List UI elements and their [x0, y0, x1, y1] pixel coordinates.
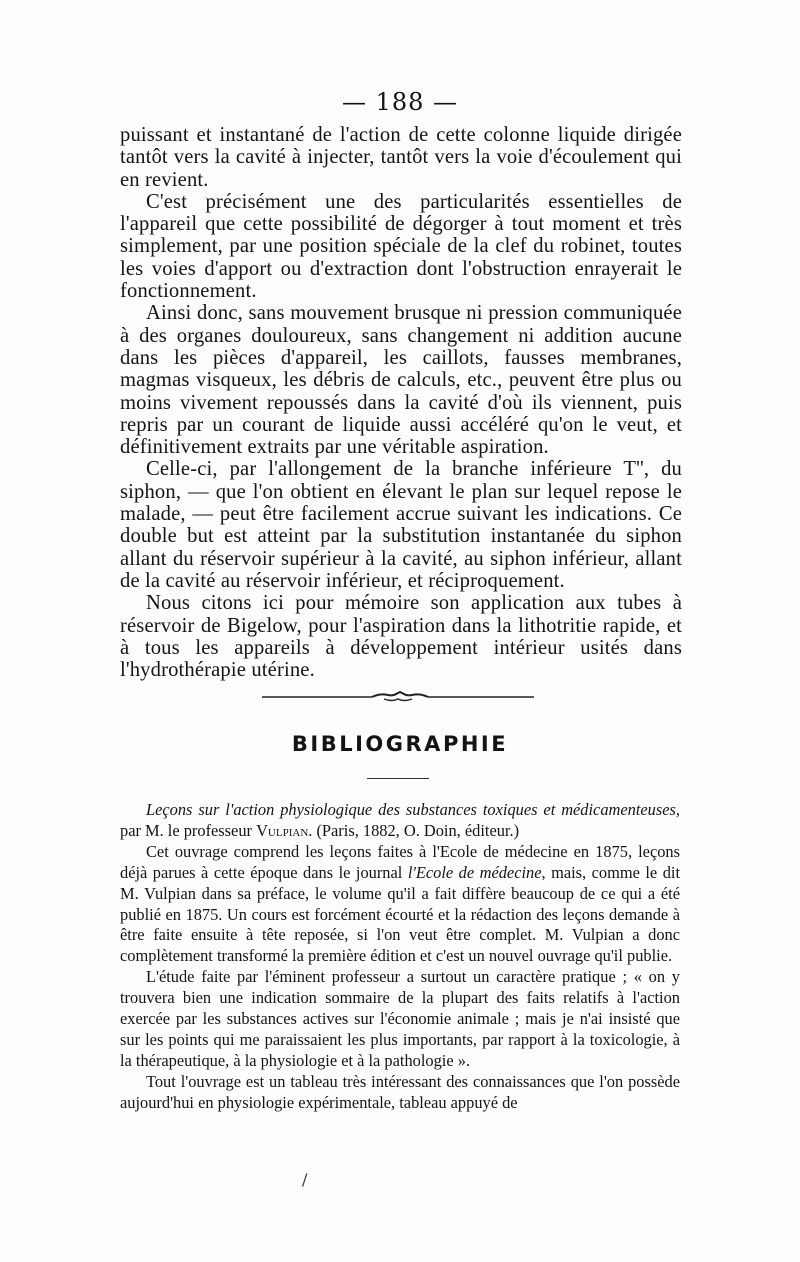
- heading-rule: [367, 778, 429, 779]
- review-paragraph-2: L'étude faite par l'éminent professeur a surtout un caractère pratique ; « on y trouvera bien une indication sommaire de la plupart des faits relatifs à l'action exercée par les substances actives sur l'économie animale ; mais je n'ai insisté que sur les points qui me paraissaient les plus importants, par rapport à la toxicologie, à la thérapeutique, à la physiologie et à la pathologie ».: [120, 967, 680, 1070]
- entry-title: Leçons sur l'action physiologique des substances toxiques et médicamenteuses,: [146, 800, 680, 819]
- journal-title: l'Ecole de médecine: [407, 862, 542, 882]
- review-paragraph-3: Tout l'ouvrage est un tableau très intéressant des connaissances que l'on possède aujourd'hui en physiologie expérimentale, tableau appuyé de: [120, 1071, 680, 1112]
- paragraph-aspiration: Celle-ci, par l'allongement de la branche inférieure T'', du siphon, — que l'on obtient en élevant le plan sur lequel repose le malade, — peut être facilement accrue suivant les indications. Ce double but est atteint par la substitution instantanée du siphon allant du réservoir supérieur à la cavité, au siphon inférieur, allant de la cavité au réservoir inférieur, et réciproquement.: [120, 458, 682, 592]
- paragraph-ainsi-donc: Ainsi donc, sans mouvement brusque ni pression communiquée à des organes douloureux, sans changement ni addition aucune dans les pièces d'appareil, les caillots, fausses membranes, magmas visqueux, les débris de calculs, etc., peuvent être plus ou moins vivement repoussés dans la cavité d'où ils viennent, puis repris par un courant de liquide aussi accéléré qu'on le veut, et définitivement extraits par une véritable aspiration.: [120, 302, 682, 459]
- entry-author: Vulpian: [256, 820, 309, 840]
- entry-by: par M. le professeur: [120, 820, 257, 840]
- paragraph-continuation: puissant et instantané de l'action de cette colonne liquide dirigée tantôt vers la cavité à injecter, tantôt vers la voie d'écoulement qui en revient.: [120, 124, 682, 191]
- paragraph-application: Nous citons ici pour mémoire son application aux tubes à réservoir de Bigelow, pour l'aspiration dans la lithotritie rapide, et à tous les appareils à développement intérieur usités dans l'hydrothérapie utérine.: [120, 592, 682, 682]
- stray-print-mark: /: [302, 1170, 308, 1189]
- ornamental-divider: [262, 690, 534, 704]
- review-paragraph-1: Cet ouvrage comprend les leçons faites à l'Ecole de médecine en 1875, leçons déjà parues à cette époque dans le journal l'Ecole de médecine, mais, comme le dit M. Vulpian dans sa préface, le volume qu'il a fait diffère beaucoup de ce qui a été publié en 1875. Un cours est forcément écourté et la rédaction des leçons demande à être faite ensuite à tête reposée, si l'on veut être complet. M. Vulpian a donc complètement transformé la première édition et c'est un nouvel ouvrage qu'il publie.: [120, 841, 680, 966]
- main-text: [120, 124, 682, 681]
- bibliography-entry: [120, 800, 680, 842]
- page-number: — 188 —: [341, 88, 459, 116]
- entry-publication: . (Paris, 1882, O. Doin, éditeur.): [308, 820, 520, 840]
- paragraph-particularites: C'est précisément une des particularités essentielles de l'appareil que cette possibilité de dégorger à tout moment et très simplement, par une position spéciale de la clef du robinet, toutes les voies d'apport ou d'extraction dont l'obstruction enrayerait le fonctionnement.: [120, 190, 682, 303]
- bibliography-text: [120, 800, 680, 1114]
- section-heading: BIBLIOGRAPHIE: [291, 732, 509, 756]
